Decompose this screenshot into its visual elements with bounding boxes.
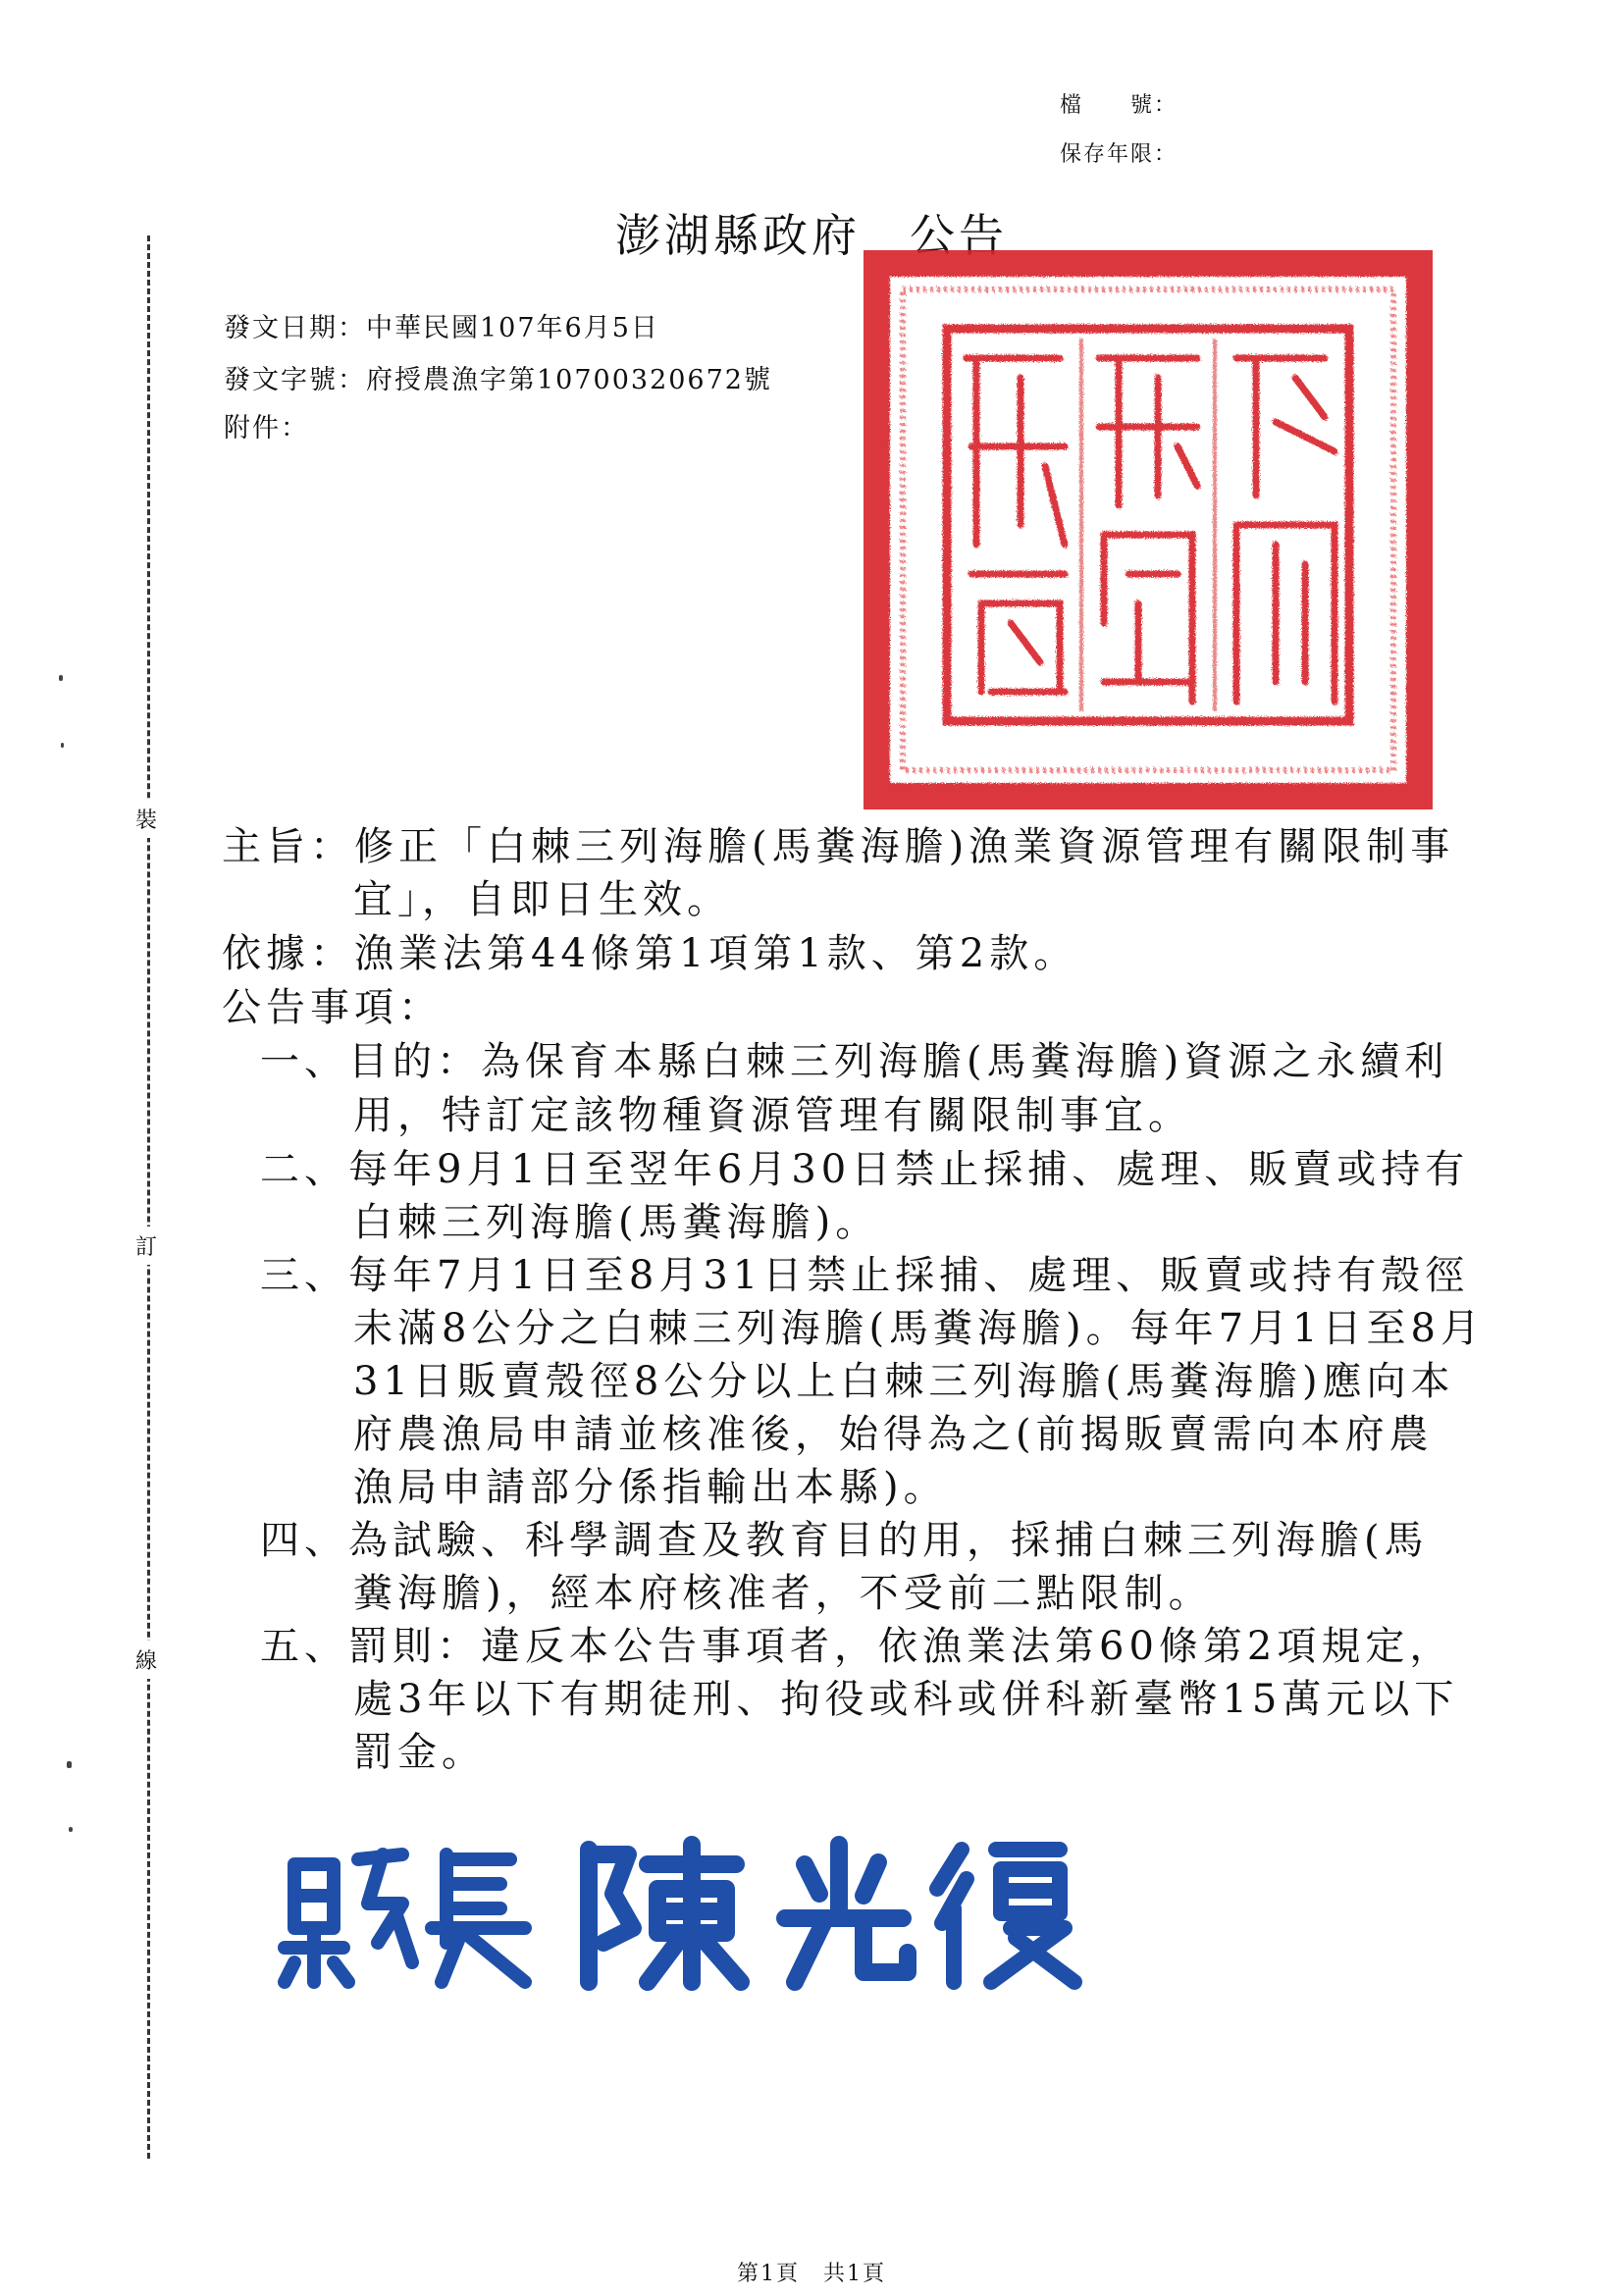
scan-speck <box>67 1761 72 1768</box>
attachment-label: 附件： <box>224 413 309 444</box>
item-4-line-1: 四、為試驗、科學調查及教育目的用，採捕白棘三列海膽(馬 <box>260 1518 1429 1563</box>
retention-period-label: 保存年限： <box>1060 142 1178 167</box>
signature-stamp <box>275 1835 1158 1992</box>
item-1-line-1: 一、目的：為保育本縣白棘三列海膽(馬糞海膽)資源之永續利 <box>260 1039 1449 1084</box>
scan-speck <box>69 1827 73 1832</box>
item-5-line-2: 處3年以下有期徒刑、拘役或科或併科新臺幣15萬元以下 <box>353 1677 1459 1722</box>
scan-speck <box>61 743 64 748</box>
official-seal <box>864 250 1433 809</box>
subject-line-2: 宜」，自即日生效。 <box>353 877 731 922</box>
scan-speck <box>59 675 63 681</box>
item-5-line-1: 五、罰則：違反本公告事項者，依漁業法第60條第2項規定， <box>260 1624 1454 1669</box>
item-2-line-2: 白棘三列海膽(馬糞海膽)。 <box>353 1200 880 1245</box>
page-footer: 第1頁 共1頁 <box>737 2262 886 2286</box>
item-3-line-1: 三、每年7月1日至8月31日禁止採捕、處理、販賣或持有殼徑 <box>260 1253 1470 1298</box>
items-heading: 公告事項： <box>222 985 443 1030</box>
file-number-label: 檔 號： <box>1060 93 1178 118</box>
item-5-line-3: 罰金。 <box>353 1730 486 1775</box>
binding-mark-zhuang: 裝 <box>133 800 159 838</box>
issue-date: 發文日期：中華民國107年6月5日 <box>224 313 659 343</box>
subject-line-1: 主旨：修正「白棘三列海膽(馬糞海膽)漁業資源管理有關限制事 <box>222 824 1455 869</box>
item-4-line-2: 糞海膽)，經本府核准者，不受前二點限制。 <box>353 1571 1213 1616</box>
item-2-line-1: 二、每年9月1日至翌年6月30日禁止採捕、處理、販賣或持有 <box>260 1147 1470 1192</box>
item-1-line-2: 用，特訂定該物種資源管理有關限制事宜。 <box>353 1093 1192 1138</box>
document-title: 澎湖縣政府 公告 <box>615 209 1008 262</box>
binding-mark-ding: 訂 <box>133 1226 159 1265</box>
item-3-line-2: 未滿8公分之白棘三列海膽(馬糞海膽)。每年7月1日至8月 <box>353 1306 1486 1351</box>
document-number: 發文字號：府授農漁字第10700320672號 <box>224 365 772 395</box>
item-3-line-3: 31日販賣殼徑8公分以上白棘三列海膽(馬糞海膽)應向本 <box>353 1359 1455 1404</box>
item-3-line-5: 漁局申請部分係指輸出本縣)。 <box>353 1465 948 1510</box>
binding-line <box>147 235 150 2159</box>
binding-mark-xian: 線 <box>133 1641 159 1679</box>
item-3-line-4: 府農漁局申請並核准後，始得為之(前揭販賣需向本府農 <box>353 1412 1434 1457</box>
basis-line: 依據：漁業法第44條第1項第1款、第2款。 <box>222 931 1078 976</box>
